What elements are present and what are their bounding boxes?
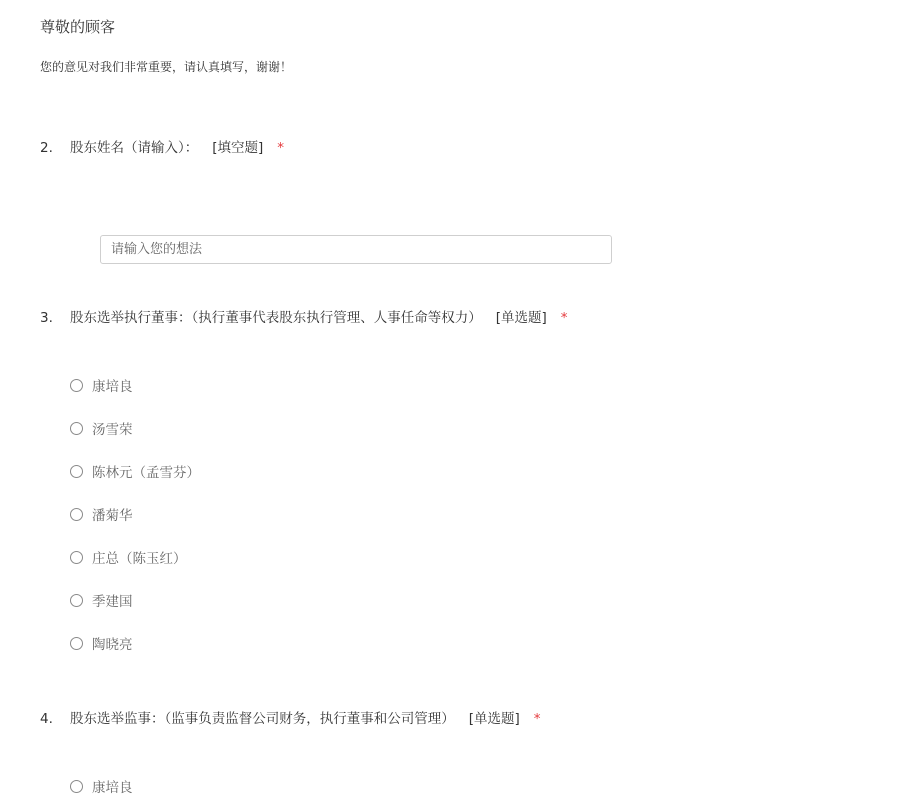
q3-option-2[interactable] <box>70 418 133 438</box>
question-3-type: [单选题] <box>495 310 547 326</box>
option-label: 陶晓亮 <box>92 637 133 653</box>
q3-option-7[interactable] <box>70 633 133 653</box>
radio-button[interactable] <box>70 379 83 392</box>
q3-option-3[interactable] <box>70 461 200 481</box>
option-label: 潘菊华 <box>92 508 133 524</box>
radio-button[interactable] <box>70 551 83 564</box>
radio-button[interactable] <box>70 508 83 521</box>
question-4-title-row <box>40 707 541 727</box>
radio-button[interactable] <box>70 637 83 650</box>
radio-button[interactable] <box>70 465 83 478</box>
option-label: 陈林元（孟雪芬） <box>92 465 200 481</box>
q3-option-5[interactable] <box>70 547 187 567</box>
radio-button[interactable] <box>70 780 83 793</box>
question-4-title: 股东选举监事：（监事负责监督公司财务，执行董事和公司管理） <box>70 711 455 727</box>
question-3-required-mark: * <box>560 310 568 326</box>
question-2-type: [填空题] <box>212 140 264 156</box>
question-2-number: 2. <box>40 140 53 156</box>
greeting-heading: 尊敬的顾客 <box>40 18 116 36</box>
option-label: 康培良 <box>92 379 133 395</box>
option-label: 康培良 <box>92 780 133 796</box>
question-3-title-row <box>40 306 568 326</box>
q3-option-4[interactable] <box>70 504 133 524</box>
question-4-number: 4. <box>40 711 53 727</box>
question-4-required-mark: * <box>533 711 541 727</box>
question-4-type: [单选题] <box>468 711 520 727</box>
question-2-title-row <box>40 136 284 156</box>
radio-button[interactable] <box>70 422 83 435</box>
shareholder-name-input[interactable] <box>100 235 612 264</box>
question-3-title: 股东选举执行董事：（执行董事代表股东执行管理、人事任命等权力） <box>70 310 482 326</box>
question-3-number: 3. <box>40 310 53 326</box>
q3-option-6[interactable] <box>70 590 133 610</box>
q4-option-1[interactable] <box>70 776 133 796</box>
question-2-title: 股东姓名（请输入）： <box>70 140 199 156</box>
option-label: 庄总（陈玉红） <box>92 551 187 567</box>
question-2-required-mark: * <box>277 140 285 156</box>
radio-button[interactable] <box>70 594 83 607</box>
q3-option-1[interactable] <box>70 375 133 395</box>
intro-text: 您的意见对我们非常重要，请认真填写，谢谢！ <box>40 60 293 74</box>
option-label: 汤雪荣 <box>92 422 133 438</box>
option-label: 季建国 <box>92 594 133 610</box>
